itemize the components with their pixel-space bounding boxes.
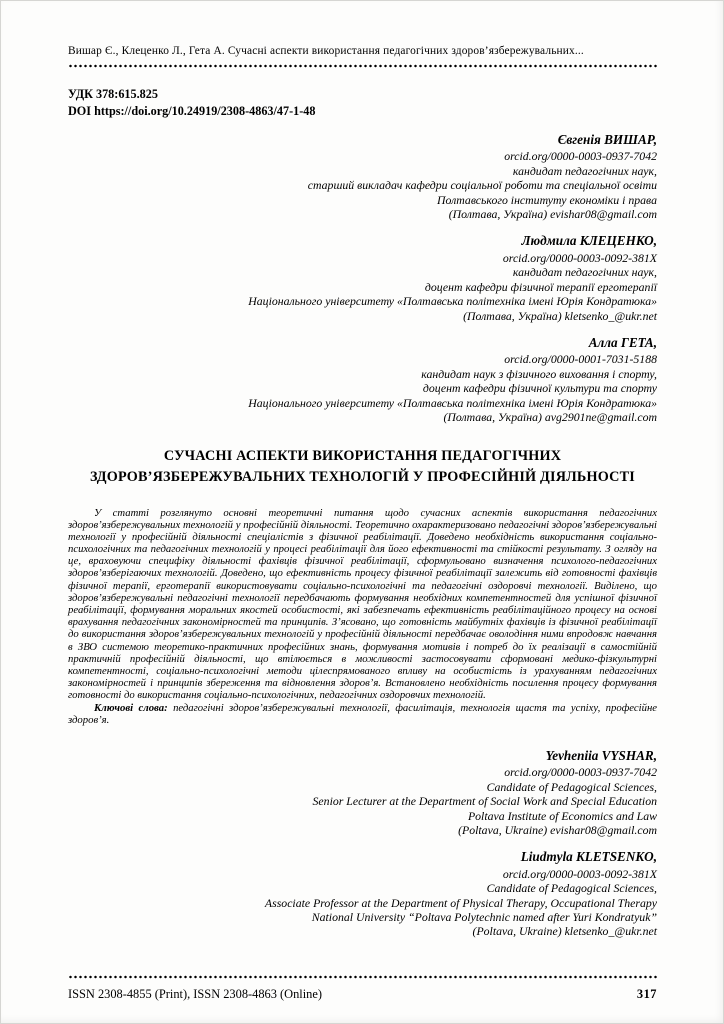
author-contact: (Poltava, Ukraine) evishar08@gmail.com — [458, 822, 657, 837]
author-name: Yevheniia VYSHAR, — [545, 747, 657, 763]
keywords-label: Ключові слова: — [94, 701, 168, 714]
article-meta — [68, 86, 657, 120]
author-position: Senior Lecturer at the Department of Social Work and Special Education — [312, 794, 657, 809]
footer-issn: ISSN 2308-4855 (Print), ISSN 2308-4863 (Online) — [68, 987, 323, 1001]
page-header — [68, 44, 657, 68]
author-position: Associate Professor at the Department of Physical Therapy, Occupational Therapy — [264, 895, 657, 910]
author-affiliation: Полтавського інституту економіки і права — [436, 192, 657, 207]
authors-ua-section — [68, 132, 657, 424]
author-contact: (Poltava, Ukraine) kletsenko_@ukr.net — [472, 924, 657, 939]
doi-link: DOI https://doi.org/10.24919/2308-4863/47-1-48 — [68, 103, 316, 118]
author-degree: кандидат педагогічних наук, — [512, 265, 657, 280]
author-orcid: orcid.org/0000-0003-0937-7042 — [504, 149, 657, 164]
author-name: Євгенія ВИШАР, — [557, 131, 657, 147]
author-orcid: orcid.org/0000-0003-0092-381X — [502, 250, 657, 265]
author-position: доцент кафедри фізичної культури та спорту — [422, 381, 657, 396]
article-title-line-1: СУЧАСНІ АСПЕКТИ ВИКОРИСТАННЯ ПЕДАГОГІЧНИХ — [163, 448, 562, 465]
page-footer — [68, 975, 657, 1002]
author-contact: (Полтава, Україна) evishar08@gmail.com — [448, 207, 657, 222]
authors-en-section — [68, 748, 657, 939]
author-affiliation: National University “Poltava Polytechnic named after Yuri Kondratyuk” — [311, 910, 657, 925]
article-title — [68, 446, 657, 487]
author-block-heta-ua — [68, 335, 657, 424]
udc-number: УДК 378:615.825 — [68, 86, 158, 101]
author-orcid: orcid.org/0000-0003-0092-381X — [502, 866, 657, 881]
author-degree: кандидат наук з фізичного виховання і спорту, — [421, 366, 657, 381]
author-degree: Candidate of Pedagogical Sciences, — [486, 779, 657, 794]
keywords-text: педагогічні здоров’язбережувальні технології, фасилітація, технологія щастя та успіху, професійне здоров’я. — [68, 701, 657, 726]
author-affiliation: Poltava Institute of Economics and Law — [467, 808, 657, 823]
author-affiliation: Національного університету «Полтавська політехніка імені Юрія Кондратюка» — [248, 294, 657, 309]
author-block-vyshar-ua — [68, 132, 657, 221]
author-degree: кандидат педагогічних наук, — [512, 163, 657, 178]
author-contact: (Полтава, Україна) avg2901ne@gmail.com — [443, 409, 657, 424]
author-position: доцент кафедри фізичної терапії ерготерапії — [424, 279, 657, 294]
author-block-kletsenko-en — [68, 849, 657, 938]
author-orcid: orcid.org/0000-0003-0937-7042 — [504, 765, 657, 780]
running-head: Вишар Є., Клеценко Л., Гета А. Сучасні аспекти використання педагогічних здоров’язбережувальних... — [68, 45, 584, 57]
author-block-vyshar-en — [68, 748, 657, 837]
footer-row — [68, 987, 657, 1002]
author-degree: Candidate of Pedagogical Sciences, — [486, 881, 657, 896]
page-number: 317 — [636, 987, 657, 1001]
abstract-text: У статті розглянуто основні теоретичні питання щодо сучасних аспектів використання педагогічних здоров’язбережувальних технологій у професійній діяльності. Теоретично охарактеризовано педагогічні здоров’язбережувальні технології у професійній діяльності спеціалістів з фізичної реабілітації. Доведено необхідність використання соціально-психологічних та педагогічних технологій у процесі реабілітації для його ефективності та стійкості результату. З огляду на це, враховуючи специфіку діяльності фахівців фізичної реабілітації, сформульовано визначення психолого-педагогічних здоров’язберігаючих технологій. Доведено, що ефективність процесу фізичної реабілітації залежить від готовності фахівців фізичної терапії, ерготерапії використовувати соціально-психологічні та педагогічні оздоровчі технології. Виділено, що здоров’язбережувальні педагогічні технології передбачають формування необхідних компетентностей для успішної фізичної реабілітації, формування моральних якостей особистості, які забезпечать ефективність реабілітаційного процесу на основі врахування педагогічних закономірностей та принципів. З’ясовано, що готовність майбутніх фахівців із фізичної реабілітації до використання здоров’язбережувальних технологій у професійній діяльності передбачає оволодіння ними впродовж навчання в ЗВО системою теоретико-практичних професійних знань, формування мотивів і потреб до їх реалізації в самостійній практичній професійній діяльності, що втілюється в можливості застосовувати сформовані медико-фізкультурні компетентності, соціально-психологічні методи цілеспрямованого впливу на особистість із урахуванням педагогічних закономірностей і принципів збереження та відновлення здоров’я. Встановлено необхідність посилення процесу формування готовності до використання соціально-психологічних, педагогічних оздоровчих технологій. — [68, 506, 657, 702]
header-rule — [68, 64, 657, 68]
author-name: Алла ГЕТА, — [588, 334, 657, 350]
article-title-line-2: ЗДОРОВ’ЯЗБЕРЕЖУВАЛЬНИХ ТЕХНОЛОГІЙ У ПРОФЕСІЙНІЙ ДІЯЛЬНОСТІ — [89, 468, 635, 485]
author-block-kletsenko-ua — [68, 233, 657, 322]
keywords-paragraph — [68, 702, 657, 726]
author-orcid: orcid.org/0000-0001-7031-5188 — [504, 352, 657, 367]
author-name: Людмила КЛЕЦЕНКО, — [521, 233, 657, 249]
author-position: старший викладач кафедри соціальної роботи та спеціальної освіти — [307, 178, 657, 193]
author-affiliation: Національного університету «Полтавська політехніка імені Юрія Кондратюка» — [248, 395, 657, 410]
footer-rule — [68, 975, 657, 979]
author-contact: (Полтава, Україна) kletsenko_@ukr.net — [463, 308, 657, 323]
author-name: Liudmyla KLETSENKO, — [520, 849, 657, 865]
